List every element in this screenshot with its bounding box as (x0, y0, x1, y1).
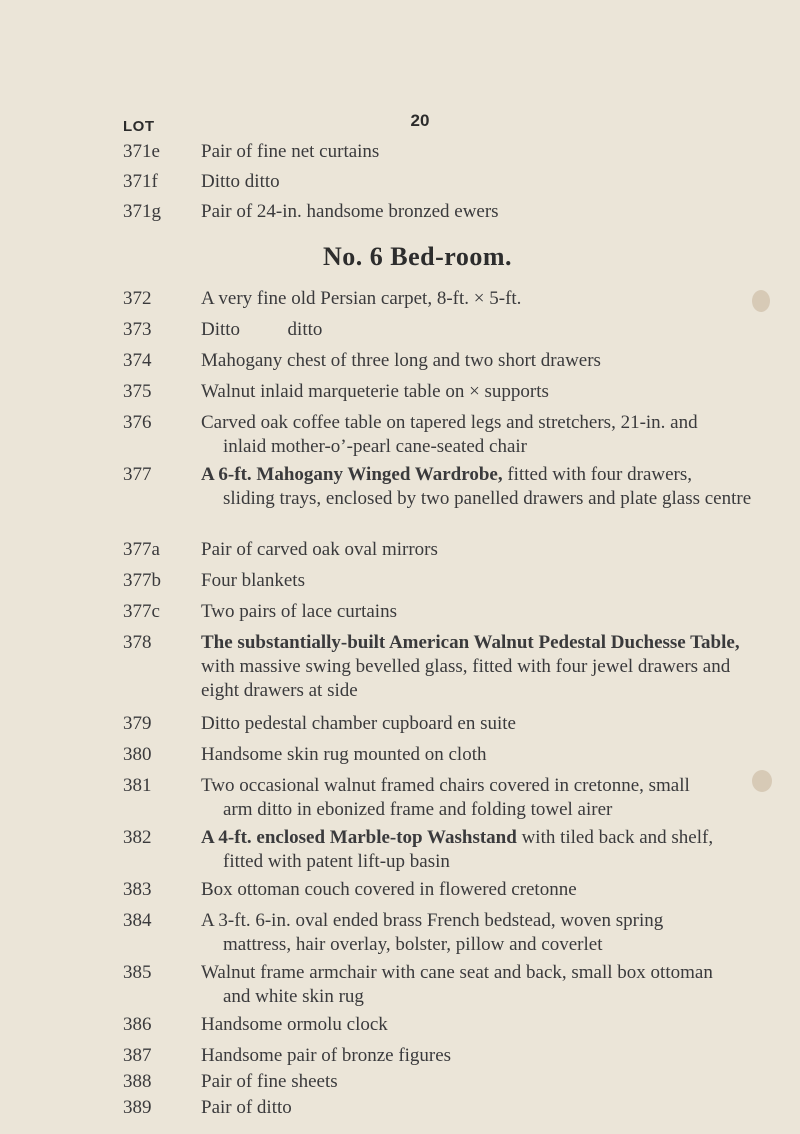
lot-entry (123, 463, 763, 511)
lot-description (201, 961, 763, 1009)
lot-description: Ditto ditto (201, 171, 280, 192)
lot-description-line: with tiled back and shelf, (516, 827, 714, 848)
lot-entry (123, 631, 763, 703)
lot-description (201, 774, 763, 822)
lot-number: 371f (123, 171, 158, 192)
lot-number: 372 (123, 288, 152, 309)
lot-entry (123, 380, 763, 404)
lot-description: Pair of fine sheets (201, 1071, 338, 1092)
lot-description-continuation: and white skin rug (223, 986, 364, 1007)
lot-description: Pair of ditto (201, 1097, 292, 1118)
lot-entry (123, 140, 763, 164)
lot-description: Ditto ditto (201, 319, 323, 340)
lot-bold-title: A 6-ft. Mahogany Winged Wardrobe, (201, 464, 503, 485)
lot-description-line: Carved oak coffee table on tapered legs and stretchers, 21-in. and (201, 412, 698, 433)
lot-entry (123, 200, 763, 224)
lot-number: 385 (123, 962, 152, 983)
lot-description: Two pairs of lace curtains (201, 601, 397, 622)
lot-entry (123, 170, 763, 194)
lot-entry (123, 961, 763, 1009)
page-number: 20 (410, 111, 430, 130)
lot-description (201, 826, 763, 874)
lot-description: Pair of 24-in. handsome bronzed ewers (201, 201, 499, 222)
lot-description-continuation: sliding trays, enclosed by two panelled drawers and plate glass centre (223, 488, 752, 509)
lot-number: 389 (123, 1097, 152, 1118)
lot-description: Handsome pair of bronze figures (201, 1045, 452, 1066)
lot-number: 371g (123, 201, 161, 222)
lot-number: 373 (123, 319, 152, 340)
lot-number: 377 (123, 464, 152, 485)
lot-description: A very fine old Persian carpet, 8-ft. × 5-ft. (201, 288, 522, 309)
lot-description-line: Two occasional walnut framed chairs covered in cretonne, small (201, 775, 690, 796)
lot-number: 371e (123, 141, 160, 162)
lot-description: Handsome skin rug mounted on cloth (201, 744, 487, 765)
lot-entry (123, 1044, 763, 1068)
lot-description-continuation: fitted with patent lift-up basin (223, 851, 450, 872)
lot-number: 377b (123, 570, 161, 591)
lot-description: Handsome ormolu clock (201, 1014, 388, 1035)
lot-number: 378 (123, 632, 152, 653)
lot-description (201, 631, 763, 703)
lot-entry (123, 826, 763, 874)
lot-number: 380 (123, 744, 152, 765)
lot-number: 384 (123, 910, 152, 931)
lot-entry (123, 878, 763, 902)
lot-entry (123, 318, 763, 342)
lot-number: 379 (123, 713, 152, 734)
lot-description: Box ottoman couch covered in flowered cretonne (201, 879, 577, 900)
lot-description: Walnut inlaid marqueterie table on × supports (201, 381, 549, 402)
lot-number: 383 (123, 879, 152, 900)
lot-description: Four blankets (201, 570, 305, 591)
lot-description: Pair of fine net curtains (201, 141, 380, 162)
lot-column-heading: LOT (123, 118, 155, 135)
lot-description-line: with massive swing bevelled glass, fitted with four jewel drawers and eight drawers at side (201, 656, 731, 701)
lot-number: 386 (123, 1014, 152, 1035)
lot-description: Ditto pedestal chamber cupboard en suite (201, 713, 516, 734)
lot-description-continuation: inlaid mother-o’-pearl cane-seated chair (223, 436, 527, 457)
lot-description-continuation: mattress, hair overlay, bolster, pillow and coverlet (223, 934, 603, 955)
lot-entry (123, 1013, 763, 1037)
lot-number: 375 (123, 381, 152, 402)
lot-entry (123, 743, 763, 767)
lot-entry (123, 538, 763, 562)
lot-entry (123, 600, 763, 624)
lot-description (201, 909, 763, 957)
lot-description-line: A 3-ft. 6-in. oval ended brass French bedstead, woven spring (201, 910, 664, 931)
lot-entry (123, 569, 763, 593)
lot-description (201, 463, 763, 511)
lot-description (201, 411, 763, 459)
lot-number: 387 (123, 1045, 152, 1066)
lot-bold-title: The substantially-built American Walnut Pedestal Duchesse Table, (201, 632, 740, 653)
lot-number: 377c (123, 601, 160, 622)
lot-bold-title: A 4-ft. enclosed Marble-top Washstand (201, 827, 517, 848)
lot-entry (123, 411, 763, 459)
lot-number: 376 (123, 412, 152, 433)
lot-number: 381 (123, 775, 152, 796)
lot-entry (123, 909, 763, 957)
lot-entry (123, 349, 763, 373)
room-heading: No. 6 Bed-room. (322, 242, 512, 271)
lot-entry (123, 287, 763, 311)
lot-number: 382 (123, 827, 152, 848)
lot-number: 377a (123, 539, 160, 560)
lot-description-line: Walnut frame armchair with cane seat and back, small box ottoman (201, 962, 713, 983)
lot-description: Pair of carved oak oval mirrors (201, 539, 438, 560)
lot-description-line: fitted with four drawers, (502, 464, 693, 485)
lot-number: 388 (123, 1071, 152, 1092)
lot-description: Mahogany chest of three long and two short drawers (201, 350, 601, 371)
lot-entry (123, 1096, 763, 1120)
lot-number: 374 (123, 350, 152, 371)
lot-entry (123, 1070, 763, 1094)
lot-entry (123, 774, 763, 822)
lot-entry (123, 712, 763, 736)
lot-description-continuation: arm ditto in ebonized frame and folding towel airer (223, 799, 613, 820)
